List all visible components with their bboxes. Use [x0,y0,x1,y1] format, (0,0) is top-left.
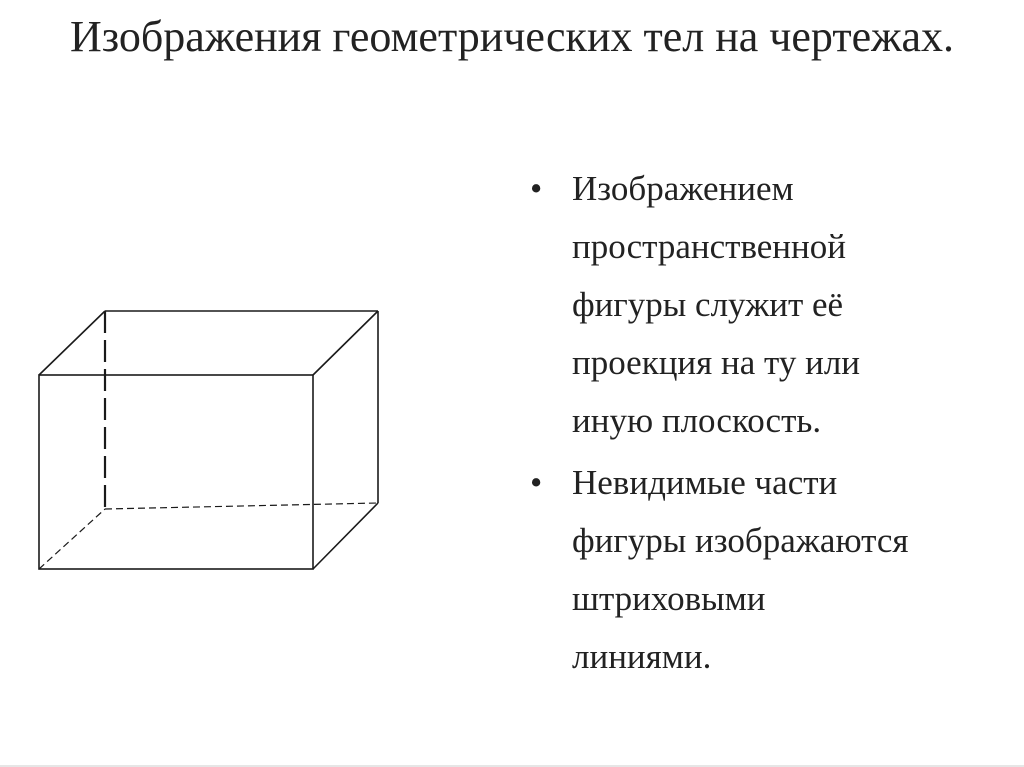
bullet-line: штриховыми [572,579,766,618]
bullet-line: Изображением [572,169,794,208]
bullet-line: проекция на ту или [572,343,861,382]
bullet-item [528,454,1018,686]
slide-title-text: Изображения геометрических тел на чертежах. [69,12,955,61]
parallelepiped-drawing-icon [28,300,388,580]
hidden-bottom-left-receding-edge [39,509,105,569]
bullet-marker-icon: • [530,169,543,208]
hidden-back-bottom-edge [105,503,378,509]
bullet-line: иную плоскость. [572,401,822,440]
slide-title [40,6,984,68]
bullet-line: линиями. [572,637,712,676]
top-left-receding-edge [39,311,105,375]
bullet-line: фигуры изображаются [572,521,909,560]
bullet-line: фигуры служит её [572,285,844,324]
bullet-marker-icon: • [530,463,543,502]
bullet-line: пространственной [572,227,847,266]
bullet-line: Невидимые части [572,463,838,502]
top-right-receding-edge [313,311,378,375]
bottom-right-receding-edge [313,503,378,569]
bullet-item [528,160,1018,450]
bullet-list [528,160,1018,690]
front-face [39,375,313,569]
